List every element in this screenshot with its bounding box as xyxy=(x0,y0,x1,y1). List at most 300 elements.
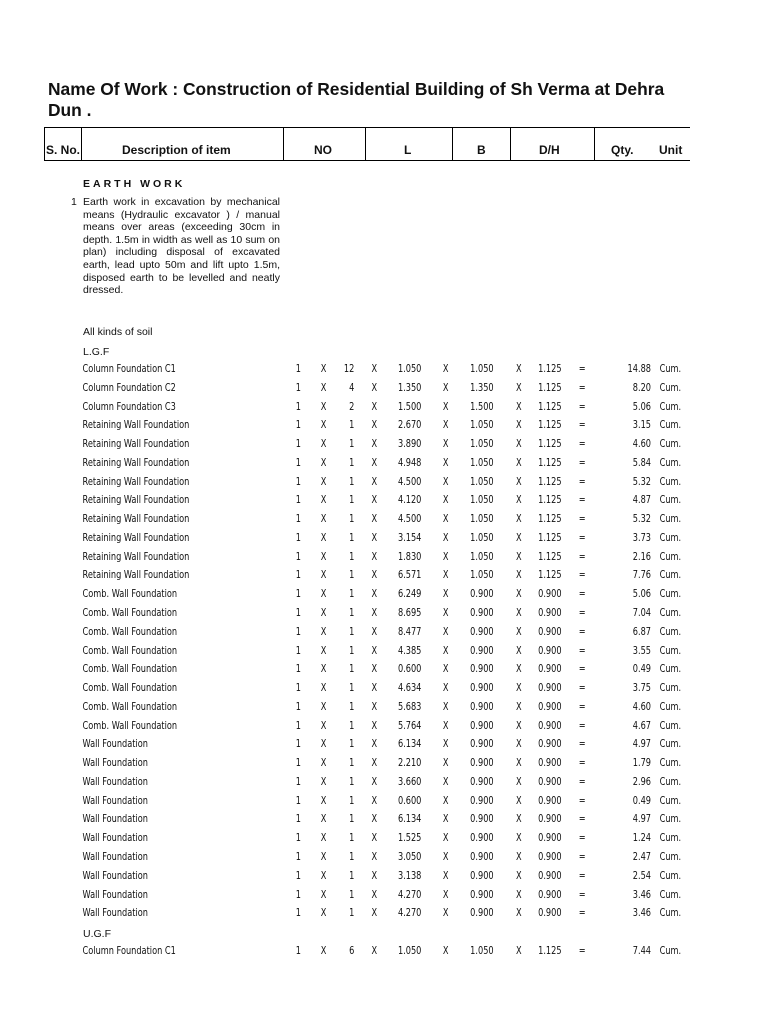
row-times-sign: X xyxy=(320,400,327,413)
row-multiplier: 12 xyxy=(343,363,355,375)
header-b: B xyxy=(477,143,486,157)
row-equals-sign: = xyxy=(578,794,586,807)
row-breadth: 0.900 xyxy=(470,625,494,638)
row-length: 1.500 xyxy=(397,400,422,413)
row-length: 6.571 xyxy=(397,569,422,582)
item-description: Earth work in excavation by mechanical means (Hydraulic excavator ) / manual means over areas (exceeding 30cm in depth. 1.5m in width as well as 10 sum on plan) including disposal of excavated earth, lead upto 50m and lift upto 1.5m, disposed earth to be levelled and neatly dressed. xyxy=(83,196,280,297)
row-times-sign: X xyxy=(442,569,449,582)
table-row xyxy=(0,569,682,587)
row-no: 1 xyxy=(295,945,301,957)
row-unit: Cum. xyxy=(659,400,682,413)
row-quantity: 8.20 xyxy=(632,381,652,394)
row-no: 1 xyxy=(295,550,301,563)
row-unit: Cum. xyxy=(659,513,682,526)
row-unit: Cum. xyxy=(659,682,682,695)
row-quantity: 7.04 xyxy=(632,607,652,619)
row-equals-sign: = xyxy=(578,851,586,864)
row-times-sign: X xyxy=(516,625,522,638)
row-unit: Cum. xyxy=(659,438,682,451)
row-times-sign: X xyxy=(371,794,378,807)
row-multiplier: 1 xyxy=(349,700,355,713)
row-times-sign: X xyxy=(320,363,327,375)
row-times-sign: X xyxy=(371,456,378,469)
header-divider xyxy=(283,127,284,160)
row-times-sign: X xyxy=(320,757,327,770)
row-no: 1 xyxy=(295,738,301,751)
row-description: Retaining Wall Foundation xyxy=(82,494,190,507)
row-multiplier: 1 xyxy=(349,513,355,526)
row-times-sign: X xyxy=(371,719,378,732)
row-times-sign: X xyxy=(442,607,449,619)
row-quantity: 5.32 xyxy=(632,513,652,526)
row-length: 4.948 xyxy=(397,456,422,469)
row-times-sign: X xyxy=(320,569,327,582)
row-breadth: 0.900 xyxy=(470,738,494,751)
row-length: 4.270 xyxy=(397,907,422,920)
row-depth: 1.125 xyxy=(538,363,562,375)
row-quantity: 5.06 xyxy=(632,400,652,413)
row-equals-sign: = xyxy=(578,513,586,526)
table-row xyxy=(0,775,682,794)
row-no: 1 xyxy=(295,851,301,864)
row-times-sign: X xyxy=(442,832,449,845)
row-times-sign: X xyxy=(516,775,522,788)
row-times-sign: X xyxy=(320,513,327,526)
row-depth: 0.900 xyxy=(538,738,562,751)
row-length: 3.138 xyxy=(397,869,422,882)
table-row xyxy=(0,907,682,925)
row-times-sign: X xyxy=(516,869,522,882)
row-multiplier: 1 xyxy=(349,682,355,695)
row-times-sign: X xyxy=(320,438,327,451)
row-times-sign: X xyxy=(516,456,522,469)
row-depth: 0.900 xyxy=(538,851,562,864)
row-breadth: 1.350 xyxy=(470,381,494,394)
row-no: 1 xyxy=(295,644,301,657)
table-row xyxy=(0,475,682,494)
row-description: Comb. Wall Foundation xyxy=(82,700,178,713)
row-equals-sign: = xyxy=(578,775,586,788)
row-multiplier: 1 xyxy=(349,757,355,770)
row-depth: 1.125 xyxy=(538,531,562,544)
row-breadth: 1.500 xyxy=(470,400,494,413)
row-times-sign: X xyxy=(516,363,522,375)
row-breadth: 0.900 xyxy=(470,832,494,845)
row-times-sign: X xyxy=(516,400,522,413)
row-equals-sign: = xyxy=(578,588,586,601)
row-quantity: 3.55 xyxy=(632,644,652,657)
row-quantity: 1.79 xyxy=(632,757,652,770)
row-depth: 1.125 xyxy=(538,513,562,526)
row-multiplier: 1 xyxy=(349,588,355,601)
row-quantity: 3.46 xyxy=(632,888,652,901)
row-unit: Cum. xyxy=(659,888,682,901)
row-equals-sign: = xyxy=(578,663,586,676)
row-equals-sign: = xyxy=(578,381,586,394)
row-quantity: 5.06 xyxy=(632,588,652,601)
row-equals-sign: = xyxy=(578,531,586,544)
row-depth: 1.125 xyxy=(538,400,562,413)
row-length: 4.500 xyxy=(397,475,422,488)
row-times-sign: X xyxy=(371,363,378,375)
row-times-sign: X xyxy=(442,682,449,695)
row-unit: Cum. xyxy=(659,363,682,375)
row-times-sign: X xyxy=(516,550,522,563)
row-description: Wall Foundation xyxy=(82,888,148,901)
row-breadth: 0.900 xyxy=(470,700,494,713)
row-times-sign: X xyxy=(320,907,327,920)
row-times-sign: X xyxy=(371,757,378,770)
row-quantity: 0.49 xyxy=(632,794,652,807)
row-times-sign: X xyxy=(442,475,449,488)
row-times-sign: X xyxy=(320,644,327,657)
row-times-sign: X xyxy=(516,588,522,601)
row-breadth: 0.900 xyxy=(470,813,494,826)
soil-label: All kinds of soil xyxy=(83,326,153,338)
row-description: Retaining Wall Foundation xyxy=(82,438,190,451)
row-no: 1 xyxy=(295,513,301,526)
row-unit: Cum. xyxy=(659,494,682,507)
row-quantity: 4.87 xyxy=(632,494,652,507)
row-no: 1 xyxy=(295,456,301,469)
row-description: Comb. Wall Foundation xyxy=(82,719,178,732)
row-times-sign: X xyxy=(442,719,449,732)
row-quantity: 1.24 xyxy=(632,832,652,845)
row-description: Wall Foundation xyxy=(82,794,148,807)
row-depth: 0.900 xyxy=(538,813,562,826)
row-times-sign: X xyxy=(442,700,449,713)
row-times-sign: X xyxy=(320,682,327,695)
header-divider xyxy=(594,127,595,160)
row-multiplier: 1 xyxy=(349,607,355,619)
row-equals-sign: = xyxy=(578,400,586,413)
row-times-sign: X xyxy=(320,419,327,432)
table-row xyxy=(0,851,682,869)
table-row xyxy=(0,419,682,437)
row-breadth: 0.900 xyxy=(470,607,494,619)
row-times-sign: X xyxy=(516,738,522,751)
row-times-sign: X xyxy=(371,775,378,788)
row-multiplier: 1 xyxy=(349,851,355,864)
row-times-sign: X xyxy=(516,851,522,864)
row-unit: Cum. xyxy=(659,419,682,432)
row-equals-sign: = xyxy=(578,832,586,845)
row-equals-sign: = xyxy=(578,907,586,920)
row-multiplier: 1 xyxy=(349,738,355,751)
row-multiplier: 1 xyxy=(349,832,355,845)
row-breadth: 0.900 xyxy=(470,794,494,807)
row-unit: Cum. xyxy=(659,625,682,638)
row-quantity: 2.54 xyxy=(632,869,652,882)
row-breadth: 1.050 xyxy=(470,550,494,563)
row-depth: 0.900 xyxy=(538,644,562,657)
row-times-sign: X xyxy=(442,588,449,601)
row-quantity: 4.60 xyxy=(632,438,652,451)
row-depth: 0.900 xyxy=(538,907,562,920)
row-times-sign: X xyxy=(442,625,449,638)
row-breadth: 0.900 xyxy=(470,775,494,788)
row-length: 2.210 xyxy=(397,757,422,770)
row-multiplier: 1 xyxy=(349,569,355,582)
table-row xyxy=(0,757,682,775)
row-unit: Cum. xyxy=(659,832,682,845)
row-times-sign: X xyxy=(371,625,378,638)
row-times-sign: X xyxy=(442,907,449,920)
lgf-label: L.G.F xyxy=(83,346,110,358)
row-unit: Cum. xyxy=(659,794,682,807)
table-row xyxy=(0,494,682,512)
row-quantity: 6.87 xyxy=(632,625,652,638)
row-description: Retaining Wall Foundation xyxy=(82,550,190,563)
row-breadth: 1.050 xyxy=(470,945,494,957)
row-times-sign: X xyxy=(442,794,449,807)
row-quantity: 4.60 xyxy=(632,700,652,713)
row-no: 1 xyxy=(295,700,301,713)
row-equals-sign: = xyxy=(578,438,586,451)
row-times-sign: X xyxy=(442,419,449,432)
row-depth: 0.900 xyxy=(538,588,562,601)
row-times-sign: X xyxy=(516,907,522,920)
table-row xyxy=(0,550,682,569)
row-length: 4.500 xyxy=(397,513,422,526)
row-equals-sign: = xyxy=(578,869,586,882)
row-times-sign: X xyxy=(320,607,327,619)
row-times-sign: X xyxy=(371,513,378,526)
row-breadth: 1.050 xyxy=(470,569,494,582)
table-row xyxy=(0,869,682,888)
row-description: Wall Foundation xyxy=(82,832,148,845)
table-row xyxy=(0,400,682,419)
row-length: 6.249 xyxy=(397,588,422,601)
row-equals-sign: = xyxy=(578,644,586,657)
row-times-sign: X xyxy=(320,456,327,469)
row-multiplier: 1 xyxy=(349,644,355,657)
row-unit: Cum. xyxy=(659,381,682,394)
row-length: 4.120 xyxy=(397,494,422,507)
table-row xyxy=(0,456,682,475)
table-row xyxy=(0,832,682,850)
row-description: Retaining Wall Foundation xyxy=(82,531,190,544)
row-length: 3.890 xyxy=(397,438,422,451)
row-times-sign: X xyxy=(516,438,522,451)
table-row xyxy=(0,363,682,381)
table-row xyxy=(0,719,682,738)
row-length: 4.634 xyxy=(397,682,422,695)
row-length: 0.600 xyxy=(397,794,422,807)
row-length: 4.270 xyxy=(397,888,422,901)
row-unit: Cum. xyxy=(659,719,682,732)
row-times-sign: X xyxy=(320,775,327,788)
row-unit: Cum. xyxy=(659,813,682,826)
row-breadth: 1.050 xyxy=(470,438,494,451)
page-title: Name Of Work : Construction of Residential Building of Sh Verma at Dehra Dun . xyxy=(48,79,665,120)
row-times-sign: X xyxy=(516,888,522,901)
row-multiplier: 1 xyxy=(349,550,355,563)
row-quantity: 3.15 xyxy=(632,419,652,432)
row-multiplier: 1 xyxy=(349,419,355,432)
row-no: 1 xyxy=(295,663,301,676)
row-length: 6.134 xyxy=(397,813,422,826)
row-length: 3.660 xyxy=(397,775,422,788)
row-depth: 0.900 xyxy=(538,832,562,845)
row-no: 1 xyxy=(295,475,301,488)
row-description: Wall Foundation xyxy=(82,775,148,788)
row-equals-sign: = xyxy=(578,607,586,619)
row-depth: 0.900 xyxy=(538,607,562,619)
row-times-sign: X xyxy=(516,700,522,713)
row-no: 1 xyxy=(295,400,301,413)
row-depth: 1.125 xyxy=(538,475,562,488)
header-no: NO xyxy=(314,143,332,157)
row-equals-sign: = xyxy=(578,738,586,751)
row-times-sign: X xyxy=(320,625,327,638)
row-depth: 0.900 xyxy=(538,757,562,770)
table-row xyxy=(0,531,682,550)
row-quantity: 5.84 xyxy=(632,456,652,469)
row-quantity: 7.44 xyxy=(632,945,652,957)
row-depth: 0.900 xyxy=(538,794,562,807)
row-times-sign: X xyxy=(371,700,378,713)
row-times-sign: X xyxy=(516,757,522,770)
row-description: Comb. Wall Foundation xyxy=(82,607,178,619)
row-times-sign: X xyxy=(371,832,378,845)
row-quantity: 4.67 xyxy=(632,719,652,732)
row-unit: Cum. xyxy=(659,531,682,544)
row-no: 1 xyxy=(295,531,301,544)
row-equals-sign: = xyxy=(578,888,586,901)
row-times-sign: X xyxy=(320,663,327,676)
row-times-sign: X xyxy=(320,813,327,826)
row-times-sign: X xyxy=(516,381,522,394)
row-description: Wall Foundation xyxy=(82,757,148,770)
row-multiplier: 1 xyxy=(349,663,355,676)
row-description: Column Foundation C3 xyxy=(82,400,176,413)
row-times-sign: X xyxy=(442,775,449,788)
row-times-sign: X xyxy=(516,832,522,845)
row-times-sign: X xyxy=(442,381,449,394)
row-equals-sign: = xyxy=(578,682,586,695)
row-description: Retaining Wall Foundation xyxy=(82,419,190,432)
row-depth: 1.125 xyxy=(538,569,562,582)
row-breadth: 1.050 xyxy=(470,363,494,375)
row-depth: 0.900 xyxy=(538,663,562,676)
table-row xyxy=(0,381,682,400)
row-breadth: 0.900 xyxy=(470,851,494,864)
row-length: 1.350 xyxy=(397,381,422,394)
row-unit: Cum. xyxy=(659,907,682,920)
row-length: 8.477 xyxy=(397,625,422,638)
row-quantity: 3.75 xyxy=(632,682,652,695)
row-unit: Cum. xyxy=(659,869,682,882)
row-times-sign: X xyxy=(442,869,449,882)
row-equals-sign: = xyxy=(578,945,586,957)
row-description: Retaining Wall Foundation xyxy=(82,513,190,526)
row-times-sign: X xyxy=(371,851,378,864)
row-length: 0.600 xyxy=(397,663,422,676)
row-times-sign: X xyxy=(320,531,327,544)
table-row xyxy=(0,588,682,606)
row-description: Wall Foundation xyxy=(82,813,148,826)
row-quantity: 4.97 xyxy=(632,738,652,751)
row-breadth: 0.900 xyxy=(470,644,494,657)
row-times-sign: X xyxy=(442,438,449,451)
header-divider xyxy=(365,127,366,160)
row-times-sign: X xyxy=(516,794,522,807)
row-unit: Cum. xyxy=(659,700,682,713)
table-row xyxy=(0,700,682,719)
row-times-sign: X xyxy=(516,682,522,695)
row-length: 5.683 xyxy=(397,700,422,713)
row-times-sign: X xyxy=(371,438,378,451)
row-multiplier: 1 xyxy=(349,438,355,451)
header-sno: S. No. xyxy=(46,143,81,157)
row-multiplier: 1 xyxy=(349,775,355,788)
row-unit: Cum. xyxy=(659,663,682,676)
row-breadth: 1.050 xyxy=(470,531,494,544)
row-times-sign: X xyxy=(371,907,378,920)
header-dh: D/H xyxy=(539,143,560,157)
row-times-sign: X xyxy=(371,888,378,901)
row-times-sign: X xyxy=(442,550,449,563)
row-depth: 1.125 xyxy=(538,945,562,957)
row-times-sign: X xyxy=(442,513,449,526)
row-times-sign: X xyxy=(320,832,327,845)
header-description: Description of item xyxy=(122,143,231,157)
table-row xyxy=(0,438,682,456)
row-multiplier: 1 xyxy=(349,531,355,544)
row-no: 1 xyxy=(295,757,301,770)
table-row xyxy=(0,794,682,813)
row-quantity: 5.32 xyxy=(632,475,652,488)
row-multiplier: 1 xyxy=(349,813,355,826)
row-multiplier: 4 xyxy=(349,381,355,394)
row-no: 1 xyxy=(295,813,301,826)
row-unit: Cum. xyxy=(659,588,682,601)
row-times-sign: X xyxy=(320,381,327,394)
row-equals-sign: = xyxy=(578,757,586,770)
row-times-sign: X xyxy=(516,663,522,676)
row-description: Column Foundation C1 xyxy=(82,363,176,375)
row-equals-sign: = xyxy=(578,419,586,432)
row-breadth: 0.900 xyxy=(470,888,494,901)
row-no: 1 xyxy=(295,381,301,394)
row-times-sign: X xyxy=(516,644,522,657)
row-description: Wall Foundation xyxy=(82,738,148,751)
row-times-sign: X xyxy=(371,738,378,751)
row-description: Retaining Wall Foundation xyxy=(82,456,190,469)
row-length: 5.764 xyxy=(397,719,422,732)
row-times-sign: X xyxy=(516,719,522,732)
row-no: 1 xyxy=(295,607,301,619)
row-length: 4.385 xyxy=(397,644,422,657)
row-breadth: 0.900 xyxy=(470,869,494,882)
item-number: 1 xyxy=(71,196,77,208)
row-quantity: 3.46 xyxy=(632,907,652,920)
row-length: 3.154 xyxy=(397,531,422,544)
row-description: Wall Foundation xyxy=(82,869,148,882)
row-times-sign: X xyxy=(371,494,378,507)
header-qty: Qty. xyxy=(611,143,634,157)
row-equals-sign: = xyxy=(578,700,586,713)
row-multiplier: 1 xyxy=(349,888,355,901)
row-no: 1 xyxy=(295,888,301,901)
row-equals-sign: = xyxy=(578,475,586,488)
row-times-sign: X xyxy=(320,550,327,563)
row-description: Comb. Wall Foundation xyxy=(82,682,178,695)
row-depth: 1.125 xyxy=(538,438,562,451)
row-equals-sign: = xyxy=(578,363,586,375)
row-times-sign: X xyxy=(516,945,522,957)
